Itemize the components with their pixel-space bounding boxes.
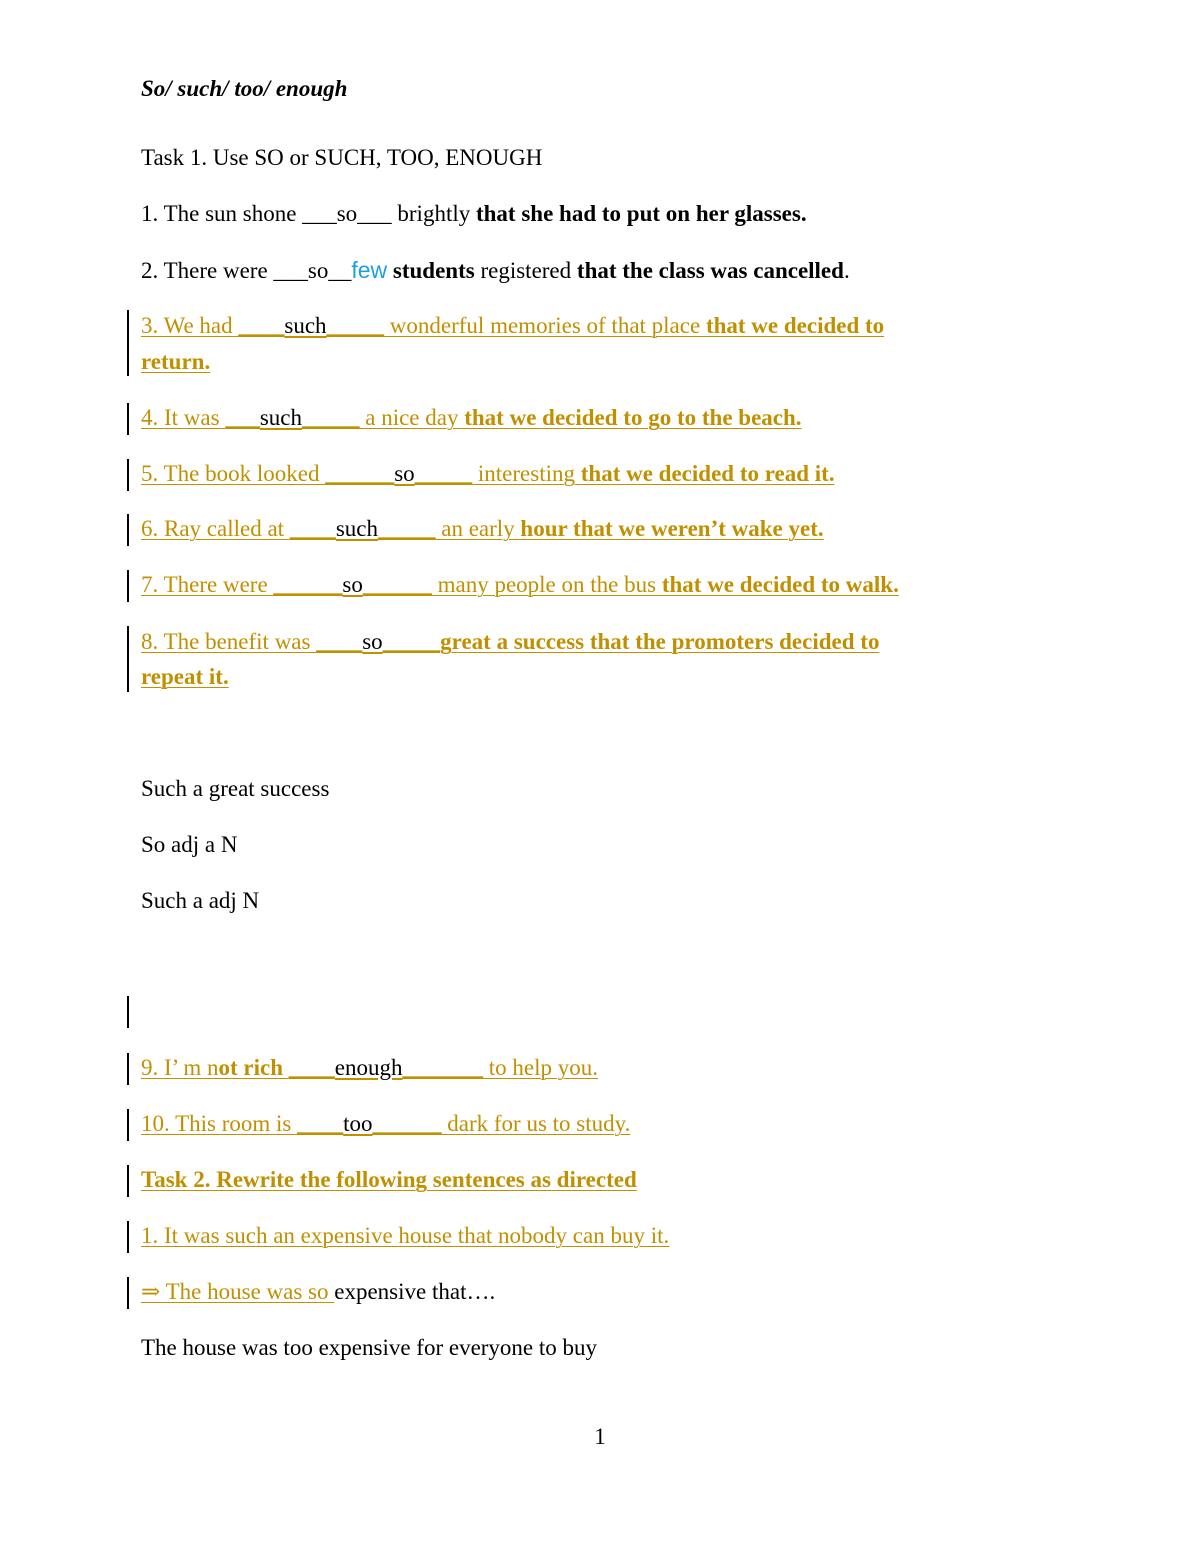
blank: _____ [326, 313, 385, 338]
change-bar [127, 1053, 129, 1085]
change-bar [127, 996, 129, 1028]
worksheet-title: So/ such/ too/ enough [141, 76, 348, 101]
item-bold-text: great a success that the promoters decided to [440, 629, 880, 654]
change-bar [127, 626, 129, 692]
blank: _______ [402, 1055, 483, 1080]
item-text: registered [474, 258, 577, 283]
task2-heading [141, 1165, 637, 1195]
answer-word: few [351, 257, 388, 283]
blank: ___ [225, 405, 260, 430]
answer-word: too [343, 1111, 373, 1136]
blank: ____ [297, 1111, 344, 1136]
item-text: 4. It was [141, 405, 226, 430]
blank: ______ [273, 572, 343, 597]
task1-item-5 [141, 459, 835, 489]
item-text: 6. Ray called at [141, 516, 290, 541]
item-bold-text: ot rich [218, 1055, 289, 1080]
item-9 [141, 1053, 598, 1083]
change-bar [127, 310, 129, 376]
change-bar [127, 1109, 129, 1141]
item-text: interesting [472, 461, 581, 486]
heading-text: Task 2. Rewrite the following sentences as directed [141, 1167, 637, 1192]
item-text: dark for us to study. [441, 1111, 631, 1136]
blank: ____ [288, 1055, 335, 1080]
blank: ____ [316, 629, 363, 654]
task1-item-8 [141, 627, 879, 657]
change-bar [127, 1165, 129, 1197]
change-bar [127, 459, 129, 491]
item-10 [141, 1109, 630, 1139]
item-bold-text: repeat it. [141, 664, 229, 689]
answer-word: so [362, 629, 383, 654]
task1-item-3-cont [141, 347, 210, 377]
answer-text: The house was so [160, 1279, 335, 1304]
task1-item-2 [141, 255, 850, 286]
blank: _____ [377, 516, 436, 541]
task2-answer [141, 1277, 495, 1307]
change-bar [127, 570, 129, 602]
answer-text: expensive that…. [334, 1279, 496, 1304]
item-text: 1. It was such an expensive house that nobody can buy it. [141, 1223, 670, 1248]
note-line: Such a adj N [141, 888, 260, 913]
change-bar [127, 514, 129, 546]
item-text: . [843, 258, 850, 283]
arrow-icon: ⇒ [141, 1279, 161, 1304]
item-text: 5. The book looked [141, 461, 326, 486]
task1-item-7 [141, 570, 899, 600]
change-bar [127, 403, 129, 435]
item-bold-text: that we decided to read it. [580, 461, 835, 486]
item-text: a nice day [359, 405, 465, 430]
page-number: 1 [594, 1424, 606, 1449]
task1-item-6 [141, 514, 824, 544]
item-text: 1. The sun shone ___so___ brightly [141, 201, 476, 226]
item-text: an early [435, 516, 521, 541]
task1-item-8-cont [141, 662, 229, 692]
item-bold-text: return. [141, 349, 211, 374]
item-text: 9. I’ m n [141, 1055, 219, 1080]
item-text: 3. We had [141, 313, 239, 338]
change-bar [127, 1277, 129, 1309]
blank: _____ [414, 461, 473, 486]
item-bold-text: students [387, 258, 475, 283]
blank: _____ [382, 629, 441, 654]
item-bold-text: that she had to put on her glasses. [475, 201, 807, 226]
answer-word: enough [334, 1055, 403, 1080]
task1-item-3 [141, 311, 884, 341]
task1-heading: Task 1. Use SO or SUCH, TOO, ENOUGH [141, 145, 543, 170]
item-bold-text: that we decided to walk. [661, 572, 899, 597]
answer-word: so [342, 572, 363, 597]
task1-item-4 [141, 403, 802, 433]
item-text: to help you. [483, 1055, 598, 1080]
answer-word: such [259, 405, 302, 430]
item-text: 2. There were ___so__ [141, 258, 352, 283]
item-text: wonderful memories of that place [384, 313, 706, 338]
blank: ______ [362, 572, 432, 597]
answer-word: such [335, 516, 378, 541]
item-bold-text: that we decided to [705, 313, 885, 338]
item-text: 10. This room is [141, 1111, 298, 1136]
blank: ____ [289, 516, 336, 541]
item-bold-text: that we decided to go to the beach. [464, 405, 802, 430]
item-bold-text: that the class was cancelled [576, 258, 844, 283]
item-text: 8. The benefit was [141, 629, 317, 654]
blank: _____ [302, 405, 360, 430]
change-bar [127, 1221, 129, 1253]
blank: ______ [325, 461, 395, 486]
item-text: many people on the bus [431, 572, 662, 597]
task2-rewrite: The house was too expensive for everyone to buy [141, 1335, 598, 1360]
note-line: So adj a N [141, 832, 238, 857]
answer-word: such [284, 313, 327, 338]
item-text: 7. There were [141, 572, 274, 597]
task2-item-1 [141, 1221, 669, 1251]
answer-word: so [394, 461, 415, 486]
blank: ______ [372, 1111, 442, 1136]
item-bold-text: hour that we weren’t wake yet. [520, 516, 824, 541]
task1-item-1 [141, 199, 807, 229]
note-line: Such a great success [141, 776, 330, 801]
blank: ____ [238, 313, 285, 338]
